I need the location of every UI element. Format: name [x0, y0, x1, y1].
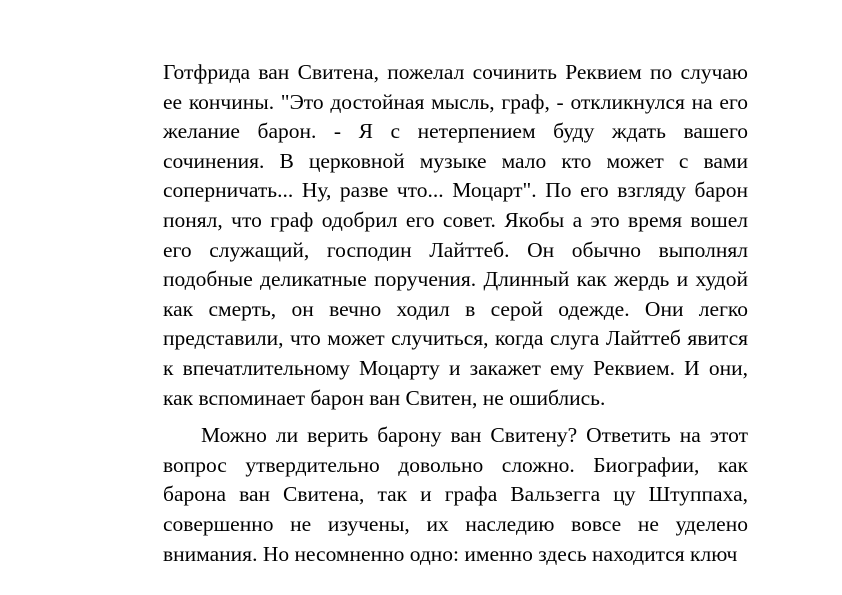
paragraph-2: Можно ли верить барону ван Свитену? Ответить на этот вопрос утвердительно довольно сложно. Биографии, как барона ван Свитена, так и графа Вальзегга цу Штуппаха, совершенно не изучены, их наследию вовсе не уделено внимания. Но несомненно одно: именно здесь находится ключ [163, 423, 748, 566]
paragraph-1: Готфрида ван Свитена, пожелал сочинить Реквием по случаю ее кончины. "Это достойная мысль, граф, - откликнулся на его желание барон. - Я с нетерпением буду ждать вашего сочинения. В церковной музыке мало кто может с вами соперничать... Ну, разве что... Моцарт". По его взгляду барон понял, что граф одобрил его совет. Якобы а это время вошел его служащий, господин Лайттеб. Он обычно выполнял подобные деликатные поручения. Длинный как жердь и худой как смерть, он вечно ходил в серой одежде. Они легко представили, что может случиться, когда слуга Лайттеб явится к впечатлительному Моцарту и закажет ему Реквием. И они, как вспоминает барон ван Свитен, не ошиблись. [163, 60, 748, 410]
body-text [163, 58, 748, 569]
